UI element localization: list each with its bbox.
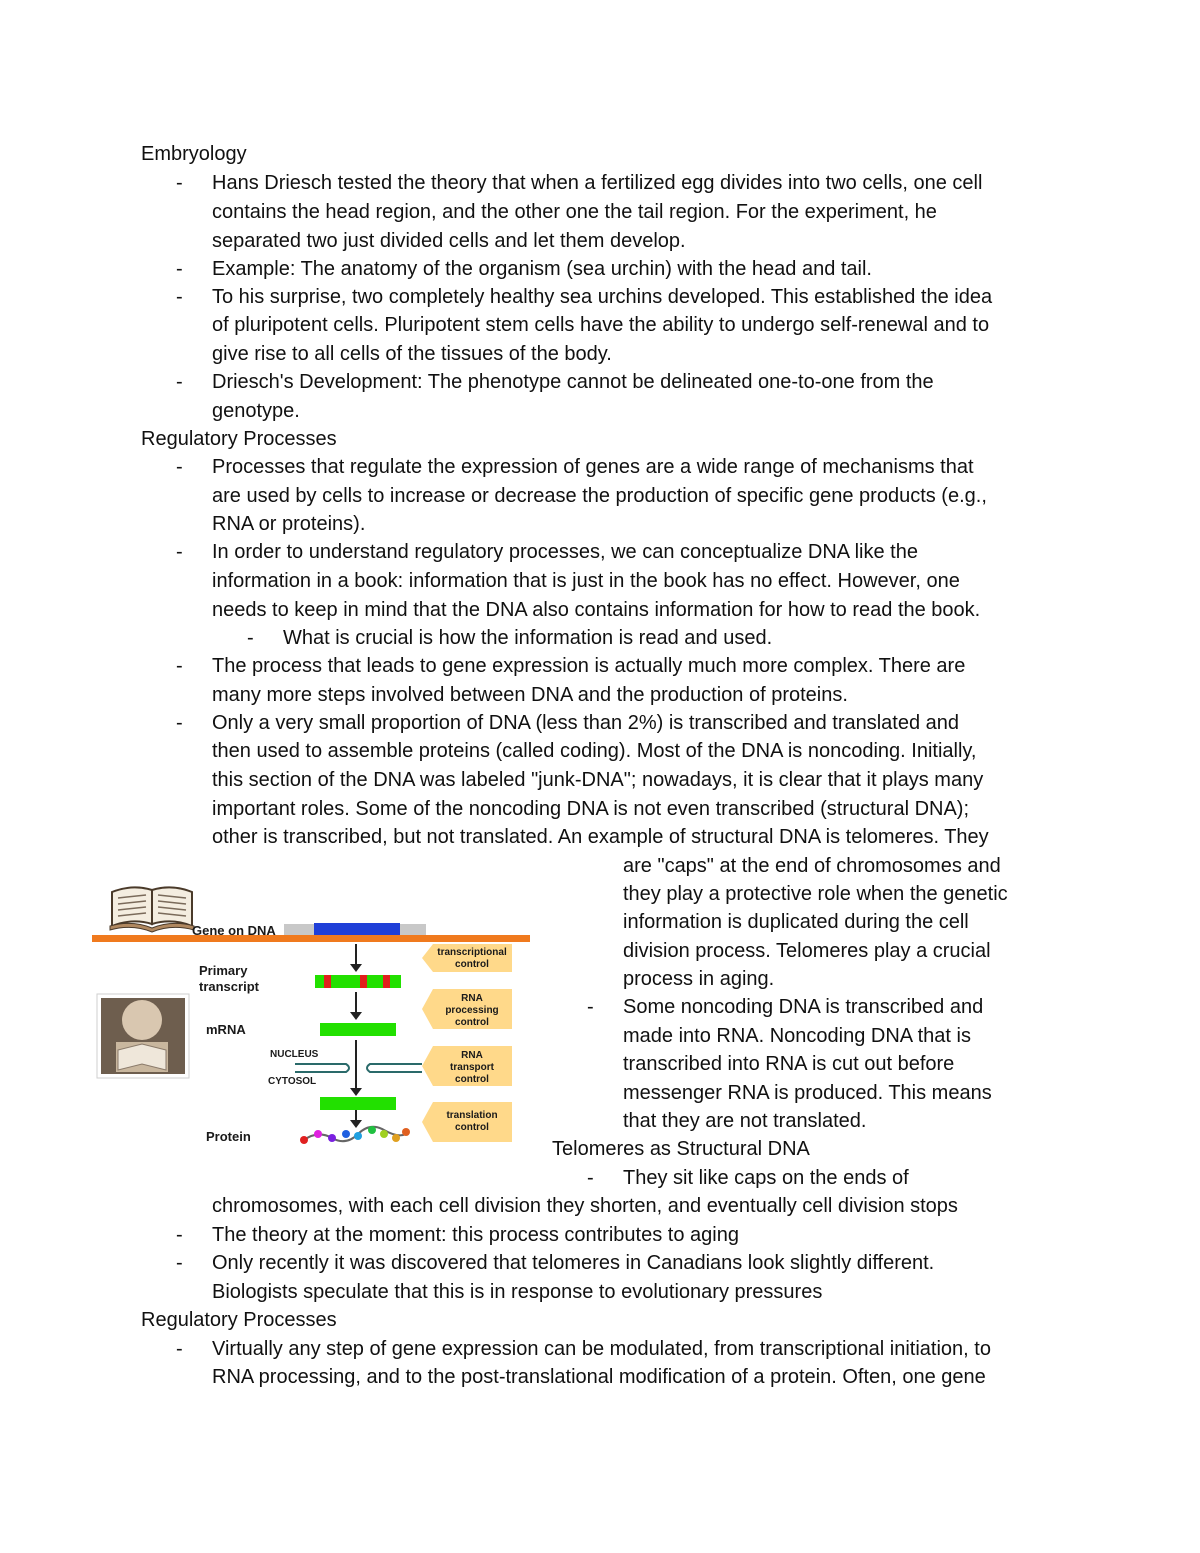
embryology-bullet-4-line-1: Driesch's Development: The phenotype cannot be delineated one-to-one from the xyxy=(212,371,934,393)
regulatory-bullet-1-line-1: Processes that regulate the expression of genes are a wide range of mechanisms that xyxy=(212,456,974,478)
primary-transcript-label: transcript xyxy=(199,979,259,994)
control-label: control xyxy=(455,1017,489,1028)
control-label: control xyxy=(455,959,489,970)
embryology-bullet-1-line-2: contains the head region, and the other one the tail region. For the experiment, he xyxy=(212,201,937,223)
regulatory-bullet-4-line-10: process in aging. xyxy=(623,968,775,990)
open-book-icon xyxy=(110,887,194,932)
heading-telomeres: Telomeres as Structural DNA xyxy=(552,1138,810,1160)
bullet-dash: - xyxy=(587,996,594,1018)
nuclear-envelope xyxy=(295,1064,422,1072)
embryology-bullet-1-line-3: separated two just divided cells and let them develop. xyxy=(212,230,686,252)
regulatory-bullet-4-line-8: information is duplicated during the cell xyxy=(623,911,969,933)
regulatory-bullet-4-line-4: important roles. Some of the noncoding DNA is not even transcribed (structural DNA); xyxy=(212,798,970,820)
cytosol-label: CYTOSOL xyxy=(268,1076,317,1087)
regulatory-bullet-5-line-5: that they are not translated. xyxy=(623,1110,867,1132)
primary-transcript-label: Primary xyxy=(199,963,248,978)
regulatory-bullet-2-line-2: information in a book: information that is just in the book has no effect. However, one xyxy=(212,570,960,592)
telomeres-bullet-2-line-1: The theory at the moment: this process contributes to aging xyxy=(212,1224,739,1246)
bullet-dash: - xyxy=(176,1338,183,1360)
telomeres-bullet-3-line-2: Biologists speculate that this is in response to evolutionary pressures xyxy=(212,1281,823,1303)
heading-embryology: Embryology xyxy=(141,143,247,165)
intron-mark xyxy=(360,975,367,988)
regulatory-bullet-1-line-2: are used by cells to increase or decrease the production of specific gene products (e.g., xyxy=(212,485,987,507)
regulatory-bullet-5-line-3: transcribed into RNA is cut out before xyxy=(623,1053,955,1075)
protein-chain xyxy=(300,1126,410,1144)
regulatory-bullet-4-line-6: are "caps" at the end of chromosomes and xyxy=(623,855,1001,877)
gene-expression-diagram xyxy=(88,872,536,1160)
bullet-dash: - xyxy=(176,1252,183,1274)
bullet-dash: - xyxy=(176,172,183,194)
protein-label: Protein xyxy=(206,1129,251,1144)
regulatory-bullet-2-line-3: needs to keep in mind that the DNA also contains information for how to read the book. xyxy=(212,599,981,621)
control-label: processing xyxy=(445,1005,499,1016)
regulatory-bullet-2-line-1: In order to understand regulatory processes, we can conceptualize DNA like the xyxy=(212,541,918,563)
bullet-dash: - xyxy=(176,371,183,393)
regulatory-bullet-4-line-2: then used to assemble proteins (called coding). Most of the DNA is noncoding. Initially, xyxy=(212,740,977,762)
gene-region xyxy=(314,923,400,935)
cytosol-mrna-bar xyxy=(320,1097,396,1110)
embryology-bullet-3-line-3: give rise to all cells of the tissues of the body. xyxy=(212,343,612,365)
embryology-bullet-3-line-2: of pluripotent cells. Pluripotent stem cells have the ability to undergo self-renewal and to xyxy=(212,314,990,336)
regulatory-bullet-3-line-2: many more steps involved between DNA and the production of proteins. xyxy=(212,684,848,706)
nucleus-label: NUCLEUS xyxy=(270,1049,319,1060)
intron-mark xyxy=(383,975,390,988)
regulatory-bullet-4-line-7: they play a protective role when the genetic xyxy=(623,883,1008,905)
child-reading-photo xyxy=(97,994,189,1078)
embryology-bullet-1-line-1: Hans Driesch tested the theory that when a fertilized egg divides into two cells, one cell xyxy=(212,172,983,194)
bullet-dash: - xyxy=(176,655,183,677)
control-label: transport xyxy=(450,1062,494,1073)
control-label: RNA xyxy=(461,993,483,1004)
regulatory-bullet-4-line-9: division process. Telomeres play a crucial xyxy=(623,940,991,962)
intron-mark xyxy=(324,975,331,988)
telomeres-bullet-3-line-1: Only recently it was discovered that telomeres in Canadians look slightly different. xyxy=(212,1252,935,1274)
gene-on-dna-label: Gene on DNA xyxy=(192,923,276,938)
bullet-dash: - xyxy=(176,286,183,308)
regulatory-bullet-4-line-1: Only a very small proportion of DNA (less than 2%) is transcribed and translated and xyxy=(212,712,960,734)
regulatory-bullet-5-line-4: messenger RNA is produced. This means xyxy=(623,1082,992,1104)
heading-regulatory-processes: Regulatory Processes xyxy=(141,428,337,450)
control-label: RNA xyxy=(461,1050,483,1061)
regulatory2-bullet-1-line-1: Virtually any step of gene expression can be modulated, from transcriptional initiation, to xyxy=(212,1338,991,1360)
bullet-dash: - xyxy=(176,712,183,734)
bullet-dash: - xyxy=(587,1167,594,1189)
telomeres-bullet-1-line-2: chromosomes, with each cell division they shorten, and eventually cell division stops xyxy=(212,1195,958,1217)
regulatory-bullet-5-line-1: Some noncoding DNA is transcribed and xyxy=(623,996,984,1018)
regulatory-subbullet-1: What is crucial is how the information is read and used. xyxy=(283,627,773,649)
bullet-dash: - xyxy=(176,258,183,280)
bullet-dash: - xyxy=(176,1224,183,1246)
regulatory2-bullet-1-line-2: RNA processing, and to the post-translational modification of a protein. Often, one gene xyxy=(212,1366,986,1388)
heading-regulatory-processes-2: Regulatory Processes xyxy=(141,1309,337,1331)
dna-bar xyxy=(92,935,530,942)
embryology-bullet-3-line-1: To his surprise, two completely healthy sea urchins developed. This established the idea xyxy=(212,286,993,308)
telomeres-bullet-1-line-1: They sit like caps on the ends of xyxy=(623,1167,909,1189)
embryology-bullet-2-line-1: Example: The anatomy of the organism (sea urchin) with the head and tail. xyxy=(212,258,872,280)
regulatory-bullet-5-line-2: made into RNA. Noncoding DNA that is xyxy=(623,1025,971,1047)
regulatory-bullet-3-line-1: The process that leads to gene expression is actually much more complex. There are xyxy=(212,655,966,677)
control-label: control xyxy=(455,1074,489,1085)
regulatory-bullet-4-line-5: other is transcribed, but not translated. An example of structural DNA is telomeres. They xyxy=(212,826,989,848)
bullet-dash: - xyxy=(176,456,183,478)
gene-expression-figure xyxy=(88,872,536,1160)
bullet-dash: - xyxy=(176,541,183,563)
regulatory-bullet-1-line-3: RNA or proteins). xyxy=(212,513,366,535)
regulatory-bullet-4-line-3: this section of the DNA was labeled "junk-DNA"; nowadays, it is clear that it plays many xyxy=(212,769,984,791)
embryology-bullet-4-line-2: genotype. xyxy=(212,400,300,422)
mrna-bar xyxy=(320,1023,396,1036)
control-label: transcriptional xyxy=(437,947,507,958)
bullet-dash: - xyxy=(247,627,254,649)
control-label: control xyxy=(455,1122,489,1133)
control-label: translation xyxy=(446,1110,498,1121)
mrna-label: mRNA xyxy=(206,1022,246,1037)
